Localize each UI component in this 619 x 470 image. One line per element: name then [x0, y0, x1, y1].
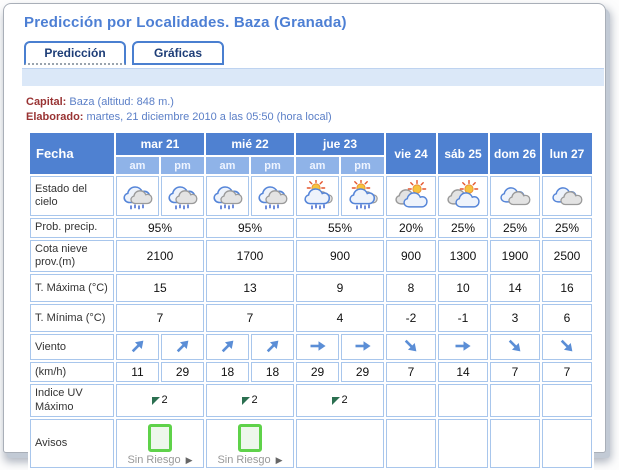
uv-value-cell	[296, 384, 384, 416]
table-row	[30, 384, 592, 416]
value-cell: 3	[490, 304, 540, 332]
table-row	[30, 334, 592, 360]
clouds-icon	[542, 176, 592, 216]
value-cell: 11	[116, 362, 159, 382]
capital-value: Baza (altitud: 848 m.)	[69, 96, 174, 108]
day-header-sáb-25: sáb 25	[438, 133, 488, 174]
page-title: Predicción por Localidades. Baza (Granada)	[24, 14, 347, 31]
tab-strip	[22, 68, 604, 86]
elaborado-line	[26, 110, 605, 125]
uv-value: 2	[251, 393, 258, 406]
value-cell: 2500	[542, 240, 592, 272]
value-cell: 1300	[438, 240, 488, 272]
value-cell: 25%	[490, 218, 540, 238]
value-cell: 7	[116, 304, 204, 332]
capital-label: Capital:	[26, 96, 67, 108]
cloud-rain-icon	[161, 176, 204, 216]
value-cell: 95%	[206, 218, 294, 238]
value-cell: -2	[386, 304, 436, 332]
day-header-vie-24: vie 24	[386, 133, 436, 174]
value-cell: 18	[206, 362, 249, 382]
uv-value: 2	[161, 393, 168, 406]
value-cell: 29	[296, 362, 339, 382]
uv-value-cell	[490, 384, 540, 416]
wind-arrow-se-icon	[386, 334, 436, 360]
day-header-dom-26: dom 26	[490, 133, 540, 174]
tab-graficas[interactable]: Gráficas	[132, 41, 224, 65]
wind-arrow-se-icon	[542, 334, 592, 360]
value-cell: 13	[206, 274, 294, 302]
value-cell: 4	[296, 304, 384, 332]
sun-clouds-icon	[386, 176, 436, 216]
value-cell: 14	[438, 362, 488, 382]
fecha-header: Fecha	[30, 133, 114, 174]
elaborado-value: martes, 21 diciembre 2010 a las 05:50 (hora local)	[86, 111, 332, 123]
wind-arrow-e-icon	[341, 334, 384, 360]
tab-bar	[24, 41, 605, 65]
sun-cloud-rain-icon	[296, 176, 339, 216]
table-row	[30, 304, 592, 332]
wind-arrow-ne-icon	[161, 334, 204, 360]
value-cell: 25%	[438, 218, 488, 238]
value-cell: 16	[542, 274, 592, 302]
aviso-link[interactable]: Sin Riesgo ▶	[217, 453, 283, 466]
day-header-mié-22: mié 22	[206, 133, 294, 155]
uv-value: 2	[341, 393, 348, 406]
value-cell: 25%	[542, 218, 592, 238]
row-label-2: Cota nieve prov.(m)	[30, 240, 114, 272]
aviso-level-icon	[148, 424, 172, 452]
day-header-lun-27: lun 27	[542, 133, 592, 174]
aviso-cell	[490, 419, 540, 468]
sun-clouds-icon	[438, 176, 488, 216]
value-cell: 8	[386, 274, 436, 302]
value-cell: 55%	[296, 218, 384, 238]
location-info	[26, 95, 605, 125]
subheader-am-0: am	[116, 157, 159, 174]
row-label-7: Indice UV Máximo	[30, 384, 114, 416]
aviso-cell	[386, 419, 436, 468]
row-label-8: Avisos	[30, 419, 114, 468]
cloud-rain-icon	[206, 176, 249, 216]
row-label-0: Estado del cielo	[30, 176, 114, 216]
table-row	[30, 274, 592, 302]
value-cell: 900	[296, 240, 384, 272]
aviso-cell	[542, 419, 592, 468]
uv-value-cell	[116, 384, 204, 416]
uv-flag-icon	[152, 397, 160, 405]
value-cell: 14	[490, 274, 540, 302]
row-label-3: T. Máxima (°C)	[30, 274, 114, 302]
subheader-pm-1: pm	[251, 157, 294, 174]
sun-cloud-rain-icon	[341, 176, 384, 216]
value-cell: 1900	[490, 240, 540, 272]
aviso-link[interactable]: Sin Riesgo ▶	[127, 453, 193, 466]
value-cell: 900	[386, 240, 436, 272]
value-cell: 2100	[116, 240, 204, 272]
value-cell: 29	[341, 362, 384, 382]
subheader-am-2: am	[296, 157, 339, 174]
value-cell: 7	[386, 362, 436, 382]
value-cell: 9	[296, 274, 384, 302]
uv-value-cell	[386, 384, 436, 416]
aviso-cell	[438, 419, 488, 468]
value-cell: 15	[116, 274, 204, 302]
value-cell: 7	[542, 362, 592, 382]
subheader-pm-0: pm	[161, 157, 204, 174]
day-header-jue-23: jue 23	[296, 133, 384, 155]
elaborado-label: Elaborado:	[26, 111, 84, 123]
subheader-pm-2: pm	[341, 157, 384, 174]
aviso-cell	[116, 419, 204, 468]
table-row	[30, 240, 592, 272]
uv-flag-icon	[242, 397, 250, 405]
table-row	[30, 176, 592, 216]
value-cell: 20%	[386, 218, 436, 238]
value-cell: 1700	[206, 240, 294, 272]
value-cell: 7	[206, 304, 294, 332]
day-header-mar-21: mar 21	[116, 133, 204, 155]
cloud-rain-icon	[251, 176, 294, 216]
value-cell: 29	[161, 362, 204, 382]
cloud-rain-icon	[116, 176, 159, 216]
wind-arrow-ne-icon	[206, 334, 249, 360]
page-panel	[3, 3, 606, 466]
value-cell: -1	[438, 304, 488, 332]
forecast-table	[28, 131, 594, 470]
aviso-arrow-icon: ▶	[185, 454, 193, 465]
value-cell: 18	[251, 362, 294, 382]
value-cell: 10	[438, 274, 488, 302]
uv-value-cell	[438, 384, 488, 416]
wind-arrow-ne-icon	[116, 334, 159, 360]
row-label-1: Prob. precip.	[30, 218, 114, 238]
wind-arrow-e-icon	[296, 334, 339, 360]
aviso-cell	[296, 419, 384, 468]
uv-value-cell	[542, 384, 592, 416]
wind-arrow-e-icon	[438, 334, 488, 360]
wind-arrow-se-icon	[490, 334, 540, 360]
wind-arrow-ne-icon	[251, 334, 294, 360]
uv-flag-icon	[332, 397, 340, 405]
clouds-icon	[490, 176, 540, 216]
subheader-am-1: am	[206, 157, 249, 174]
tab-prediccion[interactable]: Predicción	[24, 41, 126, 65]
value-cell: 6	[542, 304, 592, 332]
row-label-6: (km/h)	[30, 362, 114, 382]
aviso-level-icon	[238, 424, 262, 452]
uv-value-cell	[206, 384, 294, 416]
value-cell: 7	[490, 362, 540, 382]
table-row	[30, 218, 592, 238]
row-label-4: T. Mínima (°C)	[30, 304, 114, 332]
table-row	[30, 419, 592, 468]
capital-line	[26, 95, 605, 110]
aviso-arrow-icon: ▶	[275, 454, 283, 465]
aviso-cell	[206, 419, 294, 468]
value-cell: 95%	[116, 218, 204, 238]
row-label-5: Viento	[30, 334, 114, 360]
table-row	[30, 362, 592, 382]
